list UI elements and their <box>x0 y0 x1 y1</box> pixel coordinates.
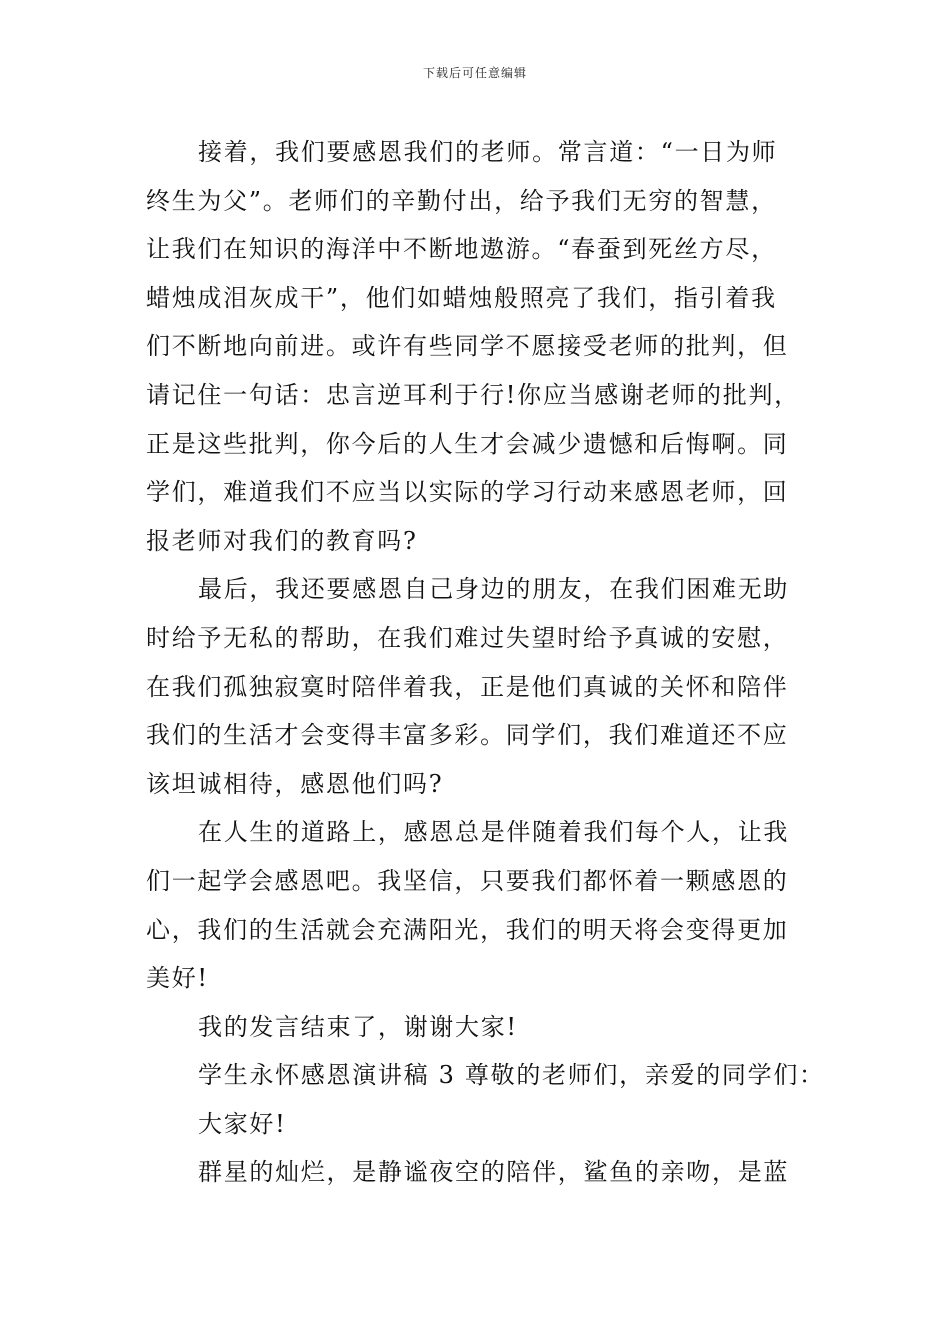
paragraph-line: 报老师对我们的教育吗? <box>146 526 418 555</box>
paragraph <box>146 1100 808 1149</box>
paragraph-line: 让我们在知识的海洋中不断地遨游。“春蚕到死丝方尽， <box>146 235 777 264</box>
paragraph-line: 最后，我还要感恩自己身边的朋友，在我们困难无助 <box>198 575 790 604</box>
paragraph-line: 学们，难道我们不应当以实际的学习行动来感恩老师，回 <box>146 478 789 507</box>
paragraph-line: 在我们孤独寂寞时陪伴着我，正是他们真诚的关怀和陪伴 <box>146 672 789 701</box>
paragraph <box>146 128 808 565</box>
page-header-note: 下载后可任意编辑 <box>422 66 527 80</box>
paragraph-line: 终生为父”。老师们的辛勤付出，给予我们无穷的智慧， <box>146 186 777 215</box>
paragraph-line: 时给予无私的帮助，在我们难过失望时给予真诚的安慰， <box>146 623 789 652</box>
paragraph-line: 我的发言结束了，谢谢大家! <box>198 1012 518 1041</box>
paragraph <box>146 1148 808 1197</box>
document-body <box>146 128 825 1197</box>
paragraph-line: 请记住一句话：忠言逆耳利于行!你应当感谢老师的批判， <box>146 380 800 409</box>
paragraph <box>146 1051 825 1100</box>
paragraph-line: 们不断地向前进。或许有些同学不愿接受老师的批判，但 <box>146 332 789 361</box>
paragraph-line: 学生永怀感恩演讲稿 3 尊敬的老师们，亲爱的同学们： <box>198 1061 825 1090</box>
paragraph-line: 在人生的道路上，感恩总是伴随着我们每个人，让我 <box>198 818 790 847</box>
paragraph <box>146 1003 808 1052</box>
paragraph-line: 们一起学会感恩吧。我坚信，只要我们都怀着一颗感恩的 <box>146 866 789 895</box>
paragraph-line: 正是这些批判，你今后的人生才会减少遗憾和后悔啊。同 <box>146 429 789 458</box>
paragraph-line: 群星的灿烂，是静谧夜空的陪伴，鲨鱼的亲吻，是蓝 <box>198 1158 790 1187</box>
paragraph-line: 心，我们的生活就会充满阳光，我们的明天将会变得更加 <box>146 915 789 944</box>
paragraph <box>146 565 808 808</box>
paragraph-line: 我们的生活才会变得丰富多彩。同学们，我们难道还不应 <box>146 721 789 750</box>
paragraph-line: 该坦诚相待，感恩他们吗? <box>146 769 444 798</box>
paragraph-line: 美好! <box>146 964 209 993</box>
paragraph-line: 蜡烛成泪灰成干”，他们如蜡烛般照亮了我们，指引着我 <box>146 283 777 312</box>
paragraph-line: 接着，我们要感恩我们的老师。常言道：“一日为师 <box>198 138 778 166</box>
paragraph <box>146 808 808 1002</box>
paragraph-line: 大家好! <box>198 1109 287 1138</box>
